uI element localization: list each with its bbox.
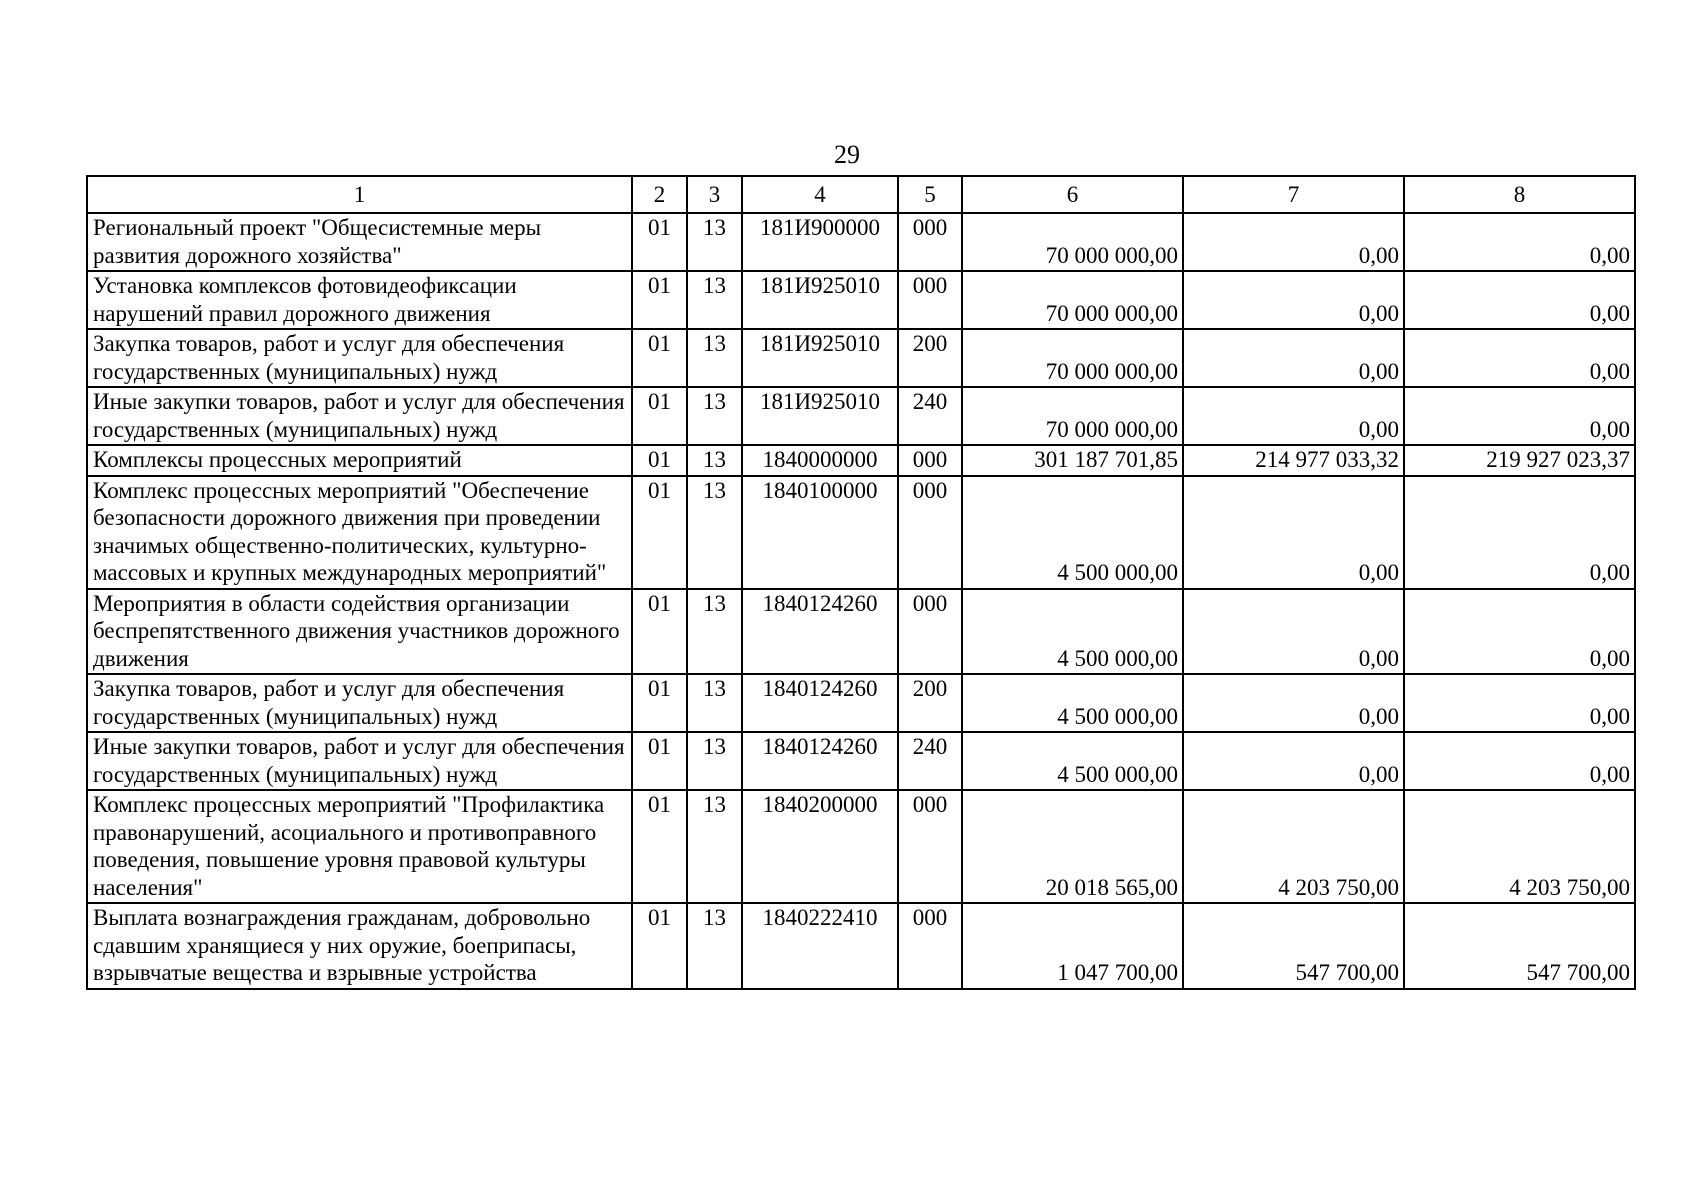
table-row (87, 476, 1635, 589)
amount-col8-cell: 0,00 (1404, 732, 1635, 790)
column-header: 2 (632, 176, 687, 213)
amount-col8-cell: 219 927 023,37 (1404, 445, 1635, 476)
amount-col7-cell: 0,00 (1183, 213, 1404, 271)
table-row (87, 213, 1635, 271)
page-number: 29 (834, 140, 860, 169)
item-name-cell: Комплексы процессных мероприятий (87, 445, 632, 476)
subsection-code-cell: 13 (687, 329, 742, 387)
section-code-cell: 01 (632, 732, 687, 790)
expense-type-cell: 200 (898, 674, 962, 732)
amount-col8-cell: 0,00 (1404, 329, 1635, 387)
item-name-cell: Комплекс процессных мероприятий "Обеспечение безопасности дорожного движения при проведении значимых общественно-политических, культурно-массовых и крупных международных мероприятий" (87, 476, 632, 589)
item-name-cell: Закупка товаров, работ и услуг для обеспечения государственных (муниципальных) нужд (87, 329, 632, 387)
expense-type-cell: 200 (898, 329, 962, 387)
amount-col6-cell: 4 500 000,00 (962, 476, 1183, 589)
target-article-cell: 1840124260 (742, 589, 898, 675)
expense-type-cell: 240 (898, 732, 962, 790)
amount-col8-cell: 0,00 (1404, 213, 1635, 271)
item-name-cell: Выплата вознаграждения гражданам, добровольно сдавшим хранящиеся у них оружие, боеприпасы, взрывчатые вещества и взрывные устройства (87, 903, 632, 989)
target-article-cell: 1840222410 (742, 903, 898, 989)
expense-type-cell: 000 (898, 790, 962, 903)
table-body (87, 213, 1635, 989)
subsection-code-cell: 13 (687, 476, 742, 589)
table-row (87, 790, 1635, 903)
target-article-cell: 1840124260 (742, 674, 898, 732)
section-code-cell: 01 (632, 903, 687, 989)
target-article-cell: 1840100000 (742, 476, 898, 589)
subsection-code-cell: 13 (687, 445, 742, 476)
section-code-cell: 01 (632, 387, 687, 445)
amount-col8-cell: 0,00 (1404, 387, 1635, 445)
section-code-cell: 01 (632, 476, 687, 589)
section-code-cell: 01 (632, 790, 687, 903)
target-article-cell: 181И925010 (742, 271, 898, 329)
table-row (87, 387, 1635, 445)
table-row (87, 732, 1635, 790)
amount-col6-cell: 70 000 000,00 (962, 213, 1183, 271)
item-name-cell: Закупка товаров, работ и услуг для обеспечения государственных (муниципальных) нужд (87, 674, 632, 732)
amount-col6-cell: 70 000 000,00 (962, 271, 1183, 329)
target-article-cell: 181И900000 (742, 213, 898, 271)
amount-col6-cell: 301 187 701,85 (962, 445, 1183, 476)
table-row (87, 445, 1635, 476)
item-name-cell: Комплекс процессных мероприятий "Профилактика правонарушений, асоциального и противоправного поведения, повышение уровня правовой культуры населения" (87, 790, 632, 903)
table-row (87, 674, 1635, 732)
subsection-code-cell: 13 (687, 732, 742, 790)
expense-type-cell: 000 (898, 445, 962, 476)
amount-col8-cell: 0,00 (1404, 589, 1635, 675)
subsection-code-cell: 13 (687, 674, 742, 732)
budget-table (86, 175, 1636, 990)
expense-type-cell: 000 (898, 213, 962, 271)
table-row (87, 589, 1635, 675)
column-header: 3 (687, 176, 742, 213)
amount-col7-cell: 214 977 033,32 (1183, 445, 1404, 476)
amount-col6-cell: 70 000 000,00 (962, 329, 1183, 387)
amount-col6-cell: 4 500 000,00 (962, 732, 1183, 790)
subsection-code-cell: 13 (687, 271, 742, 329)
target-article-cell: 1840000000 (742, 445, 898, 476)
section-code-cell: 01 (632, 674, 687, 732)
amount-col6-cell: 1 047 700,00 (962, 903, 1183, 989)
table-row (87, 271, 1635, 329)
amount-col7-cell: 0,00 (1183, 387, 1404, 445)
amount-col8-cell: 0,00 (1404, 674, 1635, 732)
amount-col8-cell: 4 203 750,00 (1404, 790, 1635, 903)
target-article-cell: 181И925010 (742, 387, 898, 445)
amount-col6-cell: 4 500 000,00 (962, 674, 1183, 732)
section-code-cell: 01 (632, 213, 687, 271)
amount-col7-cell: 547 700,00 (1183, 903, 1404, 989)
amount-col8-cell: 0,00 (1404, 476, 1635, 589)
table-header (87, 176, 1635, 213)
section-code-cell: 01 (632, 271, 687, 329)
column-header: 4 (742, 176, 898, 213)
expense-type-cell: 000 (898, 476, 962, 589)
target-article-cell: 1840200000 (742, 790, 898, 903)
amount-col8-cell: 547 700,00 (1404, 903, 1635, 989)
item-name-cell: Установка комплексов фотовидеофиксации нарушений правил дорожного движения (87, 271, 632, 329)
subsection-code-cell: 13 (687, 589, 742, 675)
item-name-cell: Иные закупки товаров, работ и услуг для обеспечения государственных (муниципальных) нужд (87, 732, 632, 790)
section-code-cell: 01 (632, 589, 687, 675)
header-row (87, 176, 1635, 213)
target-article-cell: 181И925010 (742, 329, 898, 387)
expense-type-cell: 000 (898, 589, 962, 675)
table-row (87, 903, 1635, 989)
subsection-code-cell: 13 (687, 387, 742, 445)
column-header: 5 (898, 176, 962, 213)
column-header: 1 (87, 176, 632, 213)
section-code-cell: 01 (632, 445, 687, 476)
item-name-cell: Региональный проект "Общесистемные меры развития дорожного хозяйства" (87, 213, 632, 271)
expense-type-cell: 000 (898, 903, 962, 989)
item-name-cell: Иные закупки товаров, работ и услуг для обеспечения государственных (муниципальных) нужд (87, 387, 632, 445)
expense-type-cell: 240 (898, 387, 962, 445)
amount-col7-cell: 4 203 750,00 (1183, 790, 1404, 903)
amount-col6-cell: 20 018 565,00 (962, 790, 1183, 903)
expense-type-cell: 000 (898, 271, 962, 329)
column-header: 8 (1404, 176, 1635, 213)
item-name-cell: Мероприятия в области содействия организации беспрепятственного движения участников дорожного движения (87, 589, 632, 675)
table-row (87, 329, 1635, 387)
column-header: 7 (1183, 176, 1404, 213)
target-article-cell: 1840124260 (742, 732, 898, 790)
subsection-code-cell: 13 (687, 790, 742, 903)
amount-col7-cell: 0,00 (1183, 589, 1404, 675)
amount-col6-cell: 70 000 000,00 (962, 387, 1183, 445)
column-header: 6 (962, 176, 1183, 213)
amount-col6-cell: 4 500 000,00 (962, 589, 1183, 675)
amount-col7-cell: 0,00 (1183, 271, 1404, 329)
amount-col7-cell: 0,00 (1183, 329, 1404, 387)
section-code-cell: 01 (632, 329, 687, 387)
amount-col7-cell: 0,00 (1183, 674, 1404, 732)
subsection-code-cell: 13 (687, 213, 742, 271)
amount-col7-cell: 0,00 (1183, 732, 1404, 790)
subsection-code-cell: 13 (687, 903, 742, 989)
amount-col8-cell: 0,00 (1404, 271, 1635, 329)
amount-col7-cell: 0,00 (1183, 476, 1404, 589)
